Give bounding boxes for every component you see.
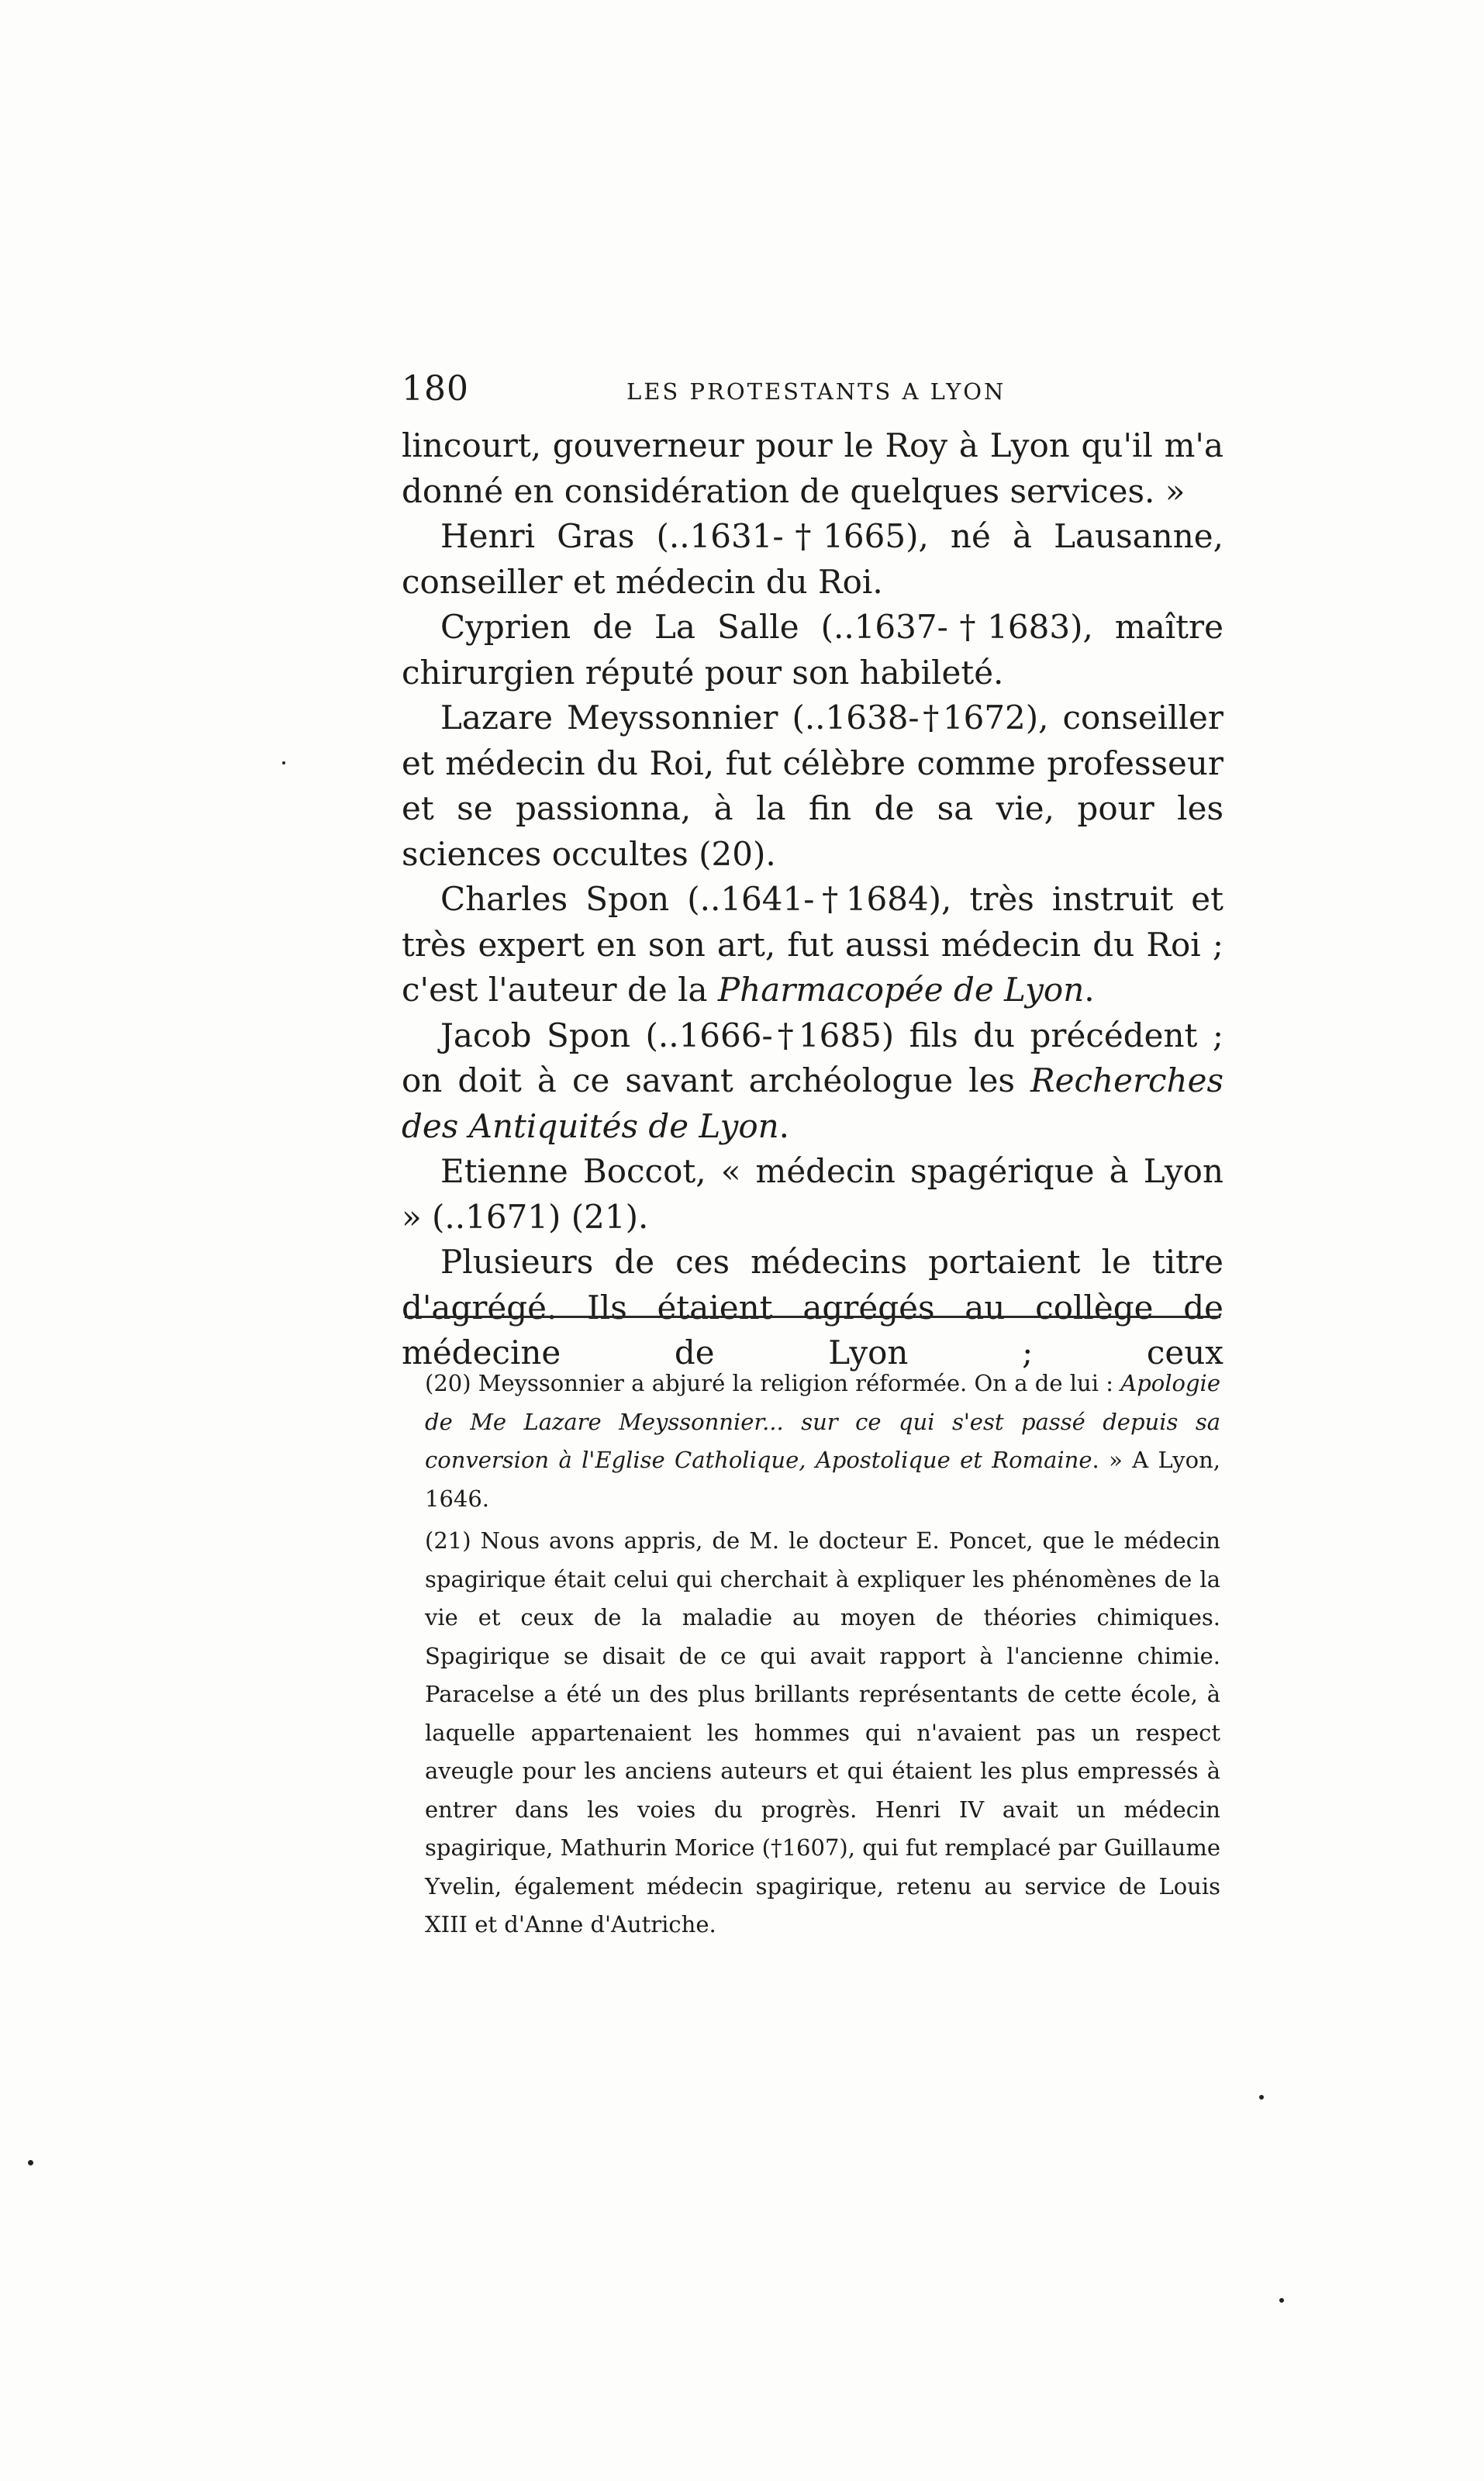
speck: [1259, 2095, 1264, 2100]
main-text: [402, 423, 1223, 1376]
book-title: Pharmacopée de Lyon: [717, 971, 1085, 1009]
speck: [28, 2160, 33, 2165]
book-title: Recherches des Antiquités de Lyon: [402, 1061, 1223, 1145]
paragraph-cyprien-de-la-salle: Cyprien de La Salle (..1637-†1683), maître chirurgien réputé pour son habileté.: [402, 608, 1223, 692]
footnote-separator: [405, 1316, 1220, 1318]
paragraph-text: Charles Spon (..1641-†1684), très instruit et très expert en son art, fut aussi médecin du Roi ; c'est l'auteur de la: [402, 880, 1223, 1009]
paragraph-continuation: lincourt, gouverneur pour le Roy à Lyon qu'il m'a donné en considération de quelques services. »: [402, 426, 1223, 510]
running-title: LES PROTESTANTS A LYON: [626, 378, 1006, 405]
paragraph-text: .: [778, 1106, 790, 1145]
speck: [1279, 2298, 1284, 2303]
footnote-text: (20) Meyssonnier a abjuré la religion réformée. On a de lui :: [425, 1370, 1121, 1396]
page-number: 180: [402, 369, 469, 409]
paragraph-text: .: [1084, 971, 1095, 1009]
paragraph-lazare-meyssonnier: Lazare Meyssonnier (..1638-†1672), conseiller et médecin du Roi, fut célèbre comme professeur et se passionna, à la fin de sa vie, pour les sciences occultes (20).: [402, 699, 1223, 873]
footnote-book-title: Apologie de Me Lazare Meyssonnier... sur ce qui s'est passé depuis sa conversion à l'Eglise Catholique, Apostolique et Romaine: [425, 1370, 1220, 1473]
footnote-21: (21) Nous avons appris, de M. le docteur E. Poncet, que le médecin spagirique était celui qui cherchait à expliquer les phénomènes de la vie et ceux de la maladie au moyen de théories chimiques. Spagirique se disait de ce qui avait rapport à l'ancienne chimie. Paracelse a été un des plus brillants représentants de cette école, à laquelle appartenaient les hommes qui n'avaient pas un respect aveugle pour les anciens auteurs et qui étaient les plus empressés à entrer dans les voies du progrès. Henri IV avait un médecin spagirique, Mathurin Morice (†1607), qui fut remplacé par Guillaume Yvelin, également médecin spagirique, retenu au service de Louis XIII et d'Anne d'Autriche.: [425, 1527, 1220, 1938]
footnotes: [425, 1365, 1220, 1948]
paragraph-agreges: Plusieurs de ces médecins portaient le titre d'agrégé. Ils étaient agrégés au collège de médecine de Lyon ; ceux: [402, 1243, 1223, 1372]
paragraph-etienne-boccot: Etienne Boccot, « médecin spagérique à Lyon » (..1671) (21).: [402, 1152, 1223, 1236]
footnote-text: . » A Lyon, 1646.: [425, 1447, 1221, 1512]
paragraph-charles-spon: [402, 877, 1223, 1013]
running-head: [402, 364, 1223, 419]
speck: [282, 761, 285, 764]
footnote-20: [425, 1365, 1220, 1518]
paragraph-jacob-spon: [402, 1013, 1223, 1150]
paragraph-text: Jacob Spon (..1666-†1685) fils du précédent ; on doit à ce savant archéologue les: [402, 1016, 1223, 1099]
paragraph-henri-gras: Henri Gras (..1631-†1665), né à Lausanne, conseiller et médecin du Roi.: [402, 517, 1223, 601]
